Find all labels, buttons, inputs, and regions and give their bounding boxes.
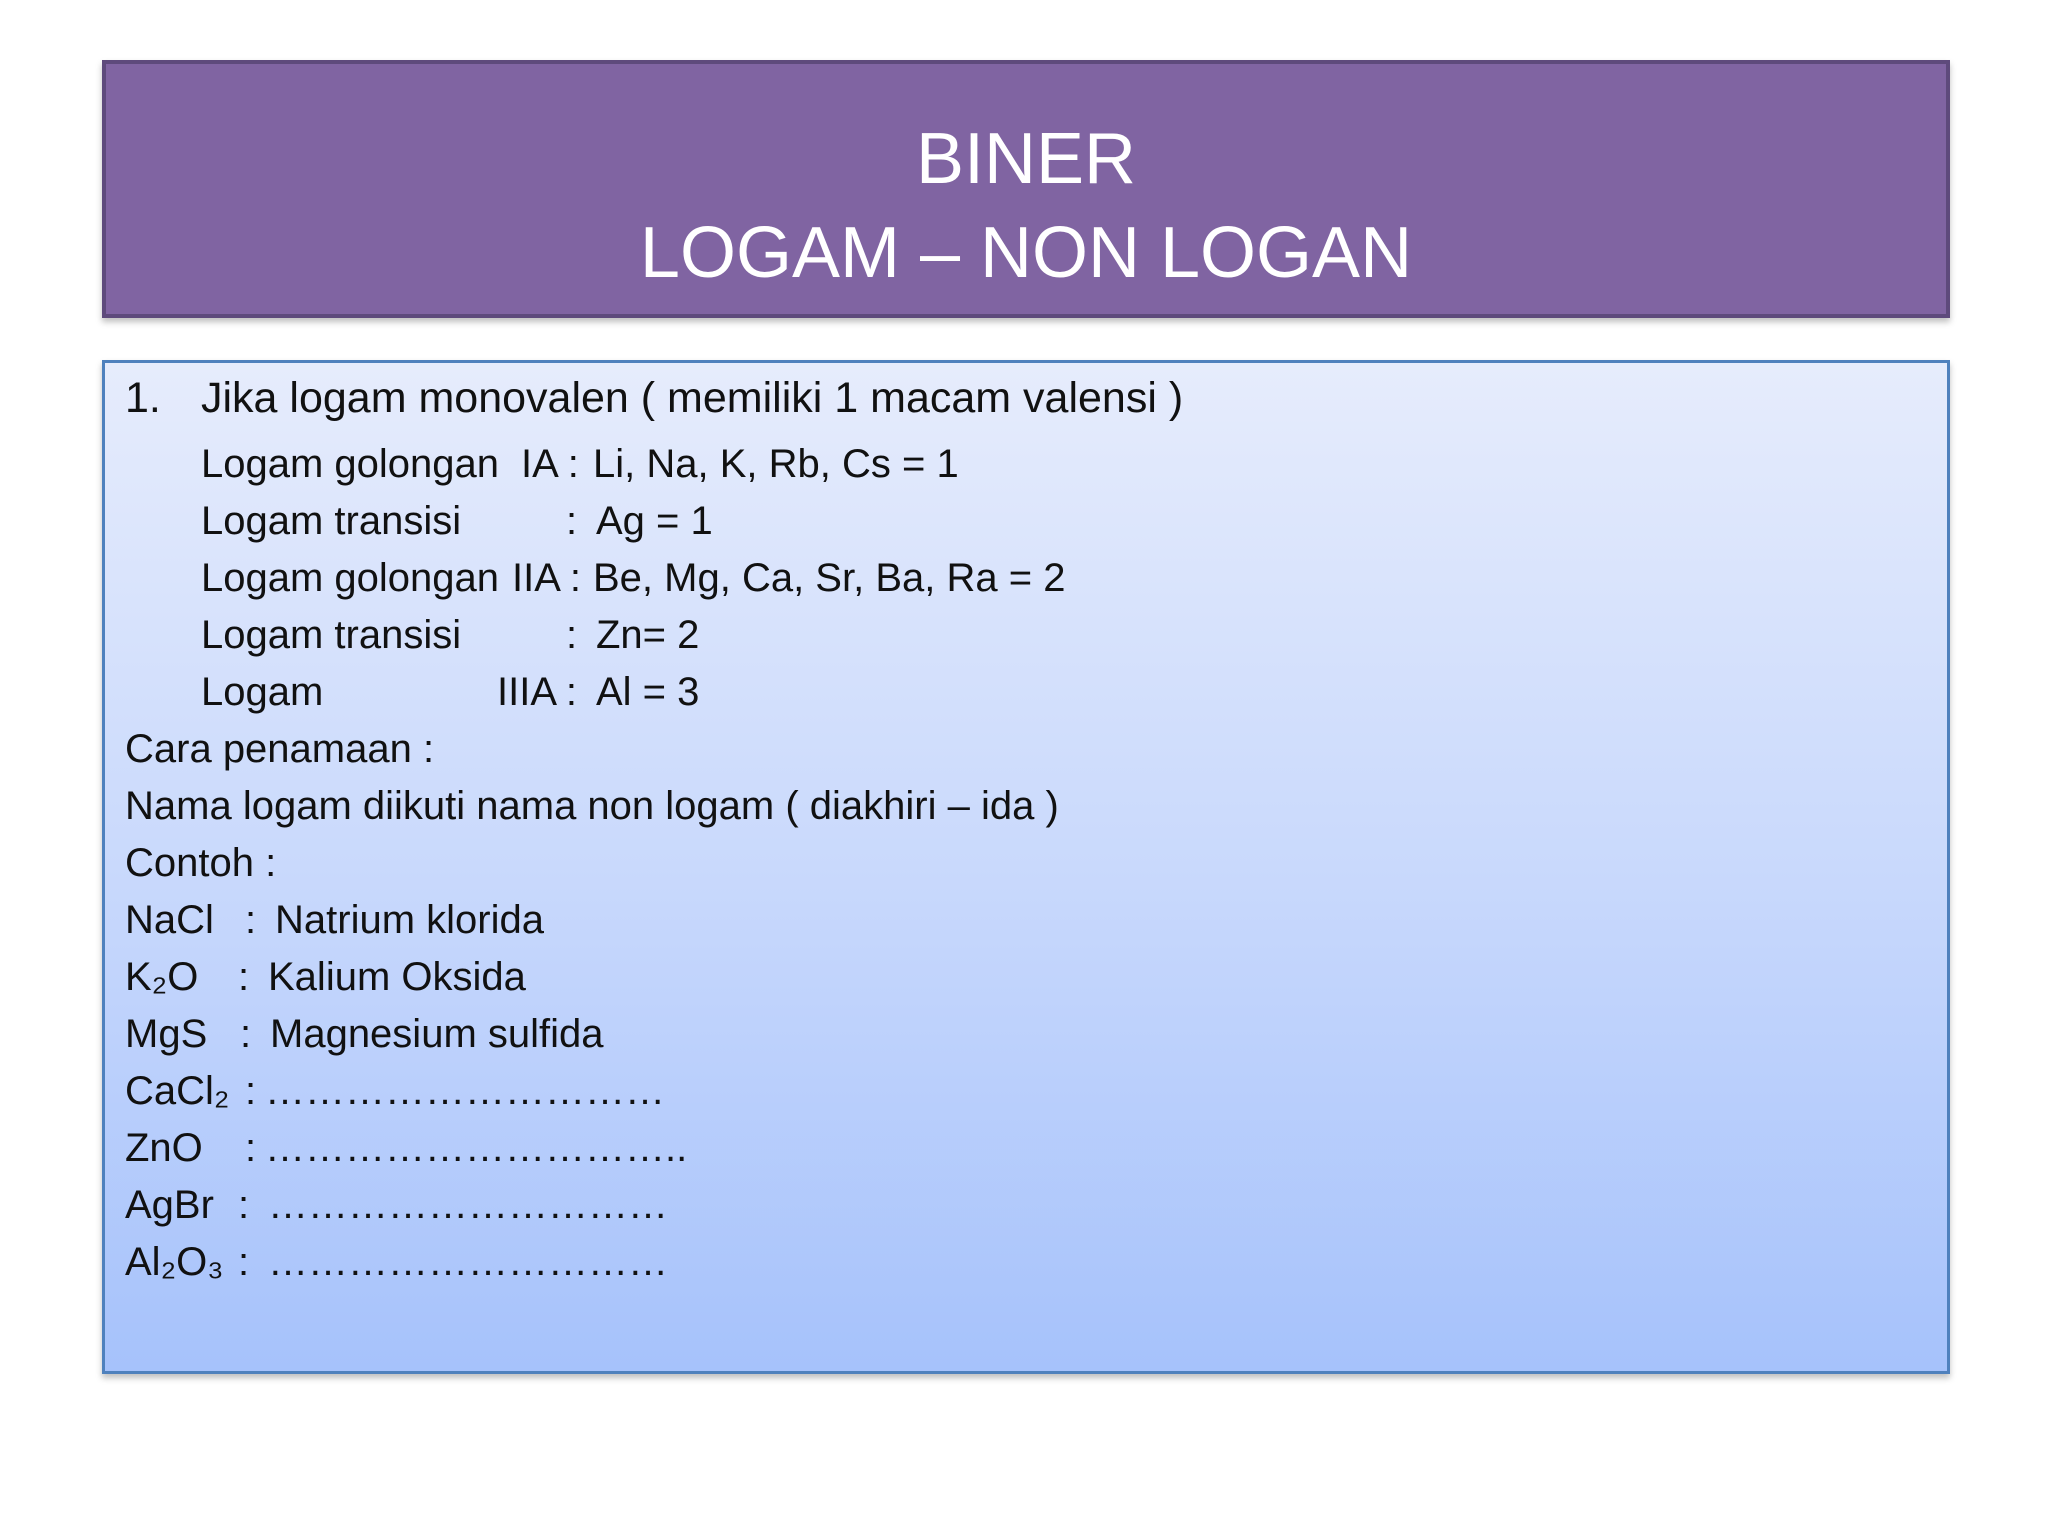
example-formula: ZnO — [125, 1126, 203, 1170]
example-formula: Al₂O₃ — [125, 1240, 224, 1284]
example-formula: NaCl — [125, 898, 214, 942]
valence-label: Logam transisi — [201, 613, 462, 657]
valence-label: Logam golongan — [201, 442, 500, 486]
example-name: Magnesium sulfida — [270, 1012, 604, 1056]
valence-value: Ag = 1 — [596, 499, 713, 543]
valence-group: IIIA : — [497, 670, 578, 714]
valence-label: Logam transisi — [201, 499, 462, 543]
title-line-2: LOGAM – NON LOGAN — [639, 213, 1413, 293]
example-name: Kalium Oksida — [268, 955, 526, 999]
valence-value: Al = 3 — [596, 670, 700, 714]
heading-number: 1. — [125, 374, 161, 422]
title-banner — [102, 60, 1950, 318]
valence-group: : — [566, 613, 578, 657]
example-formula: AgBr — [125, 1183, 214, 1227]
valence-value: Zn= 2 — [596, 613, 700, 657]
naming-label: Cara penamaan : — [125, 727, 435, 771]
example-separator: : — [240, 1012, 252, 1056]
example-name: Natrium klorida — [275, 898, 544, 942]
valence-group: IA : — [521, 442, 579, 486]
valence-label: Logam — [201, 670, 324, 714]
valence-group: : — [566, 499, 578, 543]
example-name: ………………………… — [265, 1069, 665, 1113]
example-name: ………………………….. — [265, 1126, 688, 1170]
valence-group: IIA : — [512, 556, 581, 600]
naming-rule: Nama logam diikuti nama non logam ( diakhiri – ida ) — [125, 784, 1059, 828]
example-separator: : — [238, 1183, 250, 1227]
valence-value: Be, Mg, Ca, Sr, Ba, Ra = 2 — [593, 556, 1066, 600]
title-line-1: BINER — [915, 119, 1137, 199]
example-separator: : — [238, 1240, 250, 1284]
example-separator: : — [245, 1069, 257, 1113]
example-formula: MgS — [125, 1012, 208, 1056]
valence-label: Logam golongan — [201, 556, 500, 600]
content-panel — [102, 360, 1950, 1374]
example-separator: : — [238, 955, 250, 999]
example-name: ………………………… — [268, 1183, 668, 1227]
example-formula: K₂O — [125, 955, 199, 999]
valence-value: Li, Na, K, Rb, Cs = 1 — [593, 442, 959, 486]
heading-text: Jika logam monovalen ( memiliki 1 macam valensi ) — [201, 374, 1184, 422]
example-label: Contoh : — [125, 841, 277, 885]
example-formula: CaCl₂ — [125, 1069, 230, 1113]
example-separator: : — [245, 1126, 257, 1170]
example-separator: : — [245, 898, 257, 942]
example-name: ………………………… — [268, 1240, 668, 1284]
